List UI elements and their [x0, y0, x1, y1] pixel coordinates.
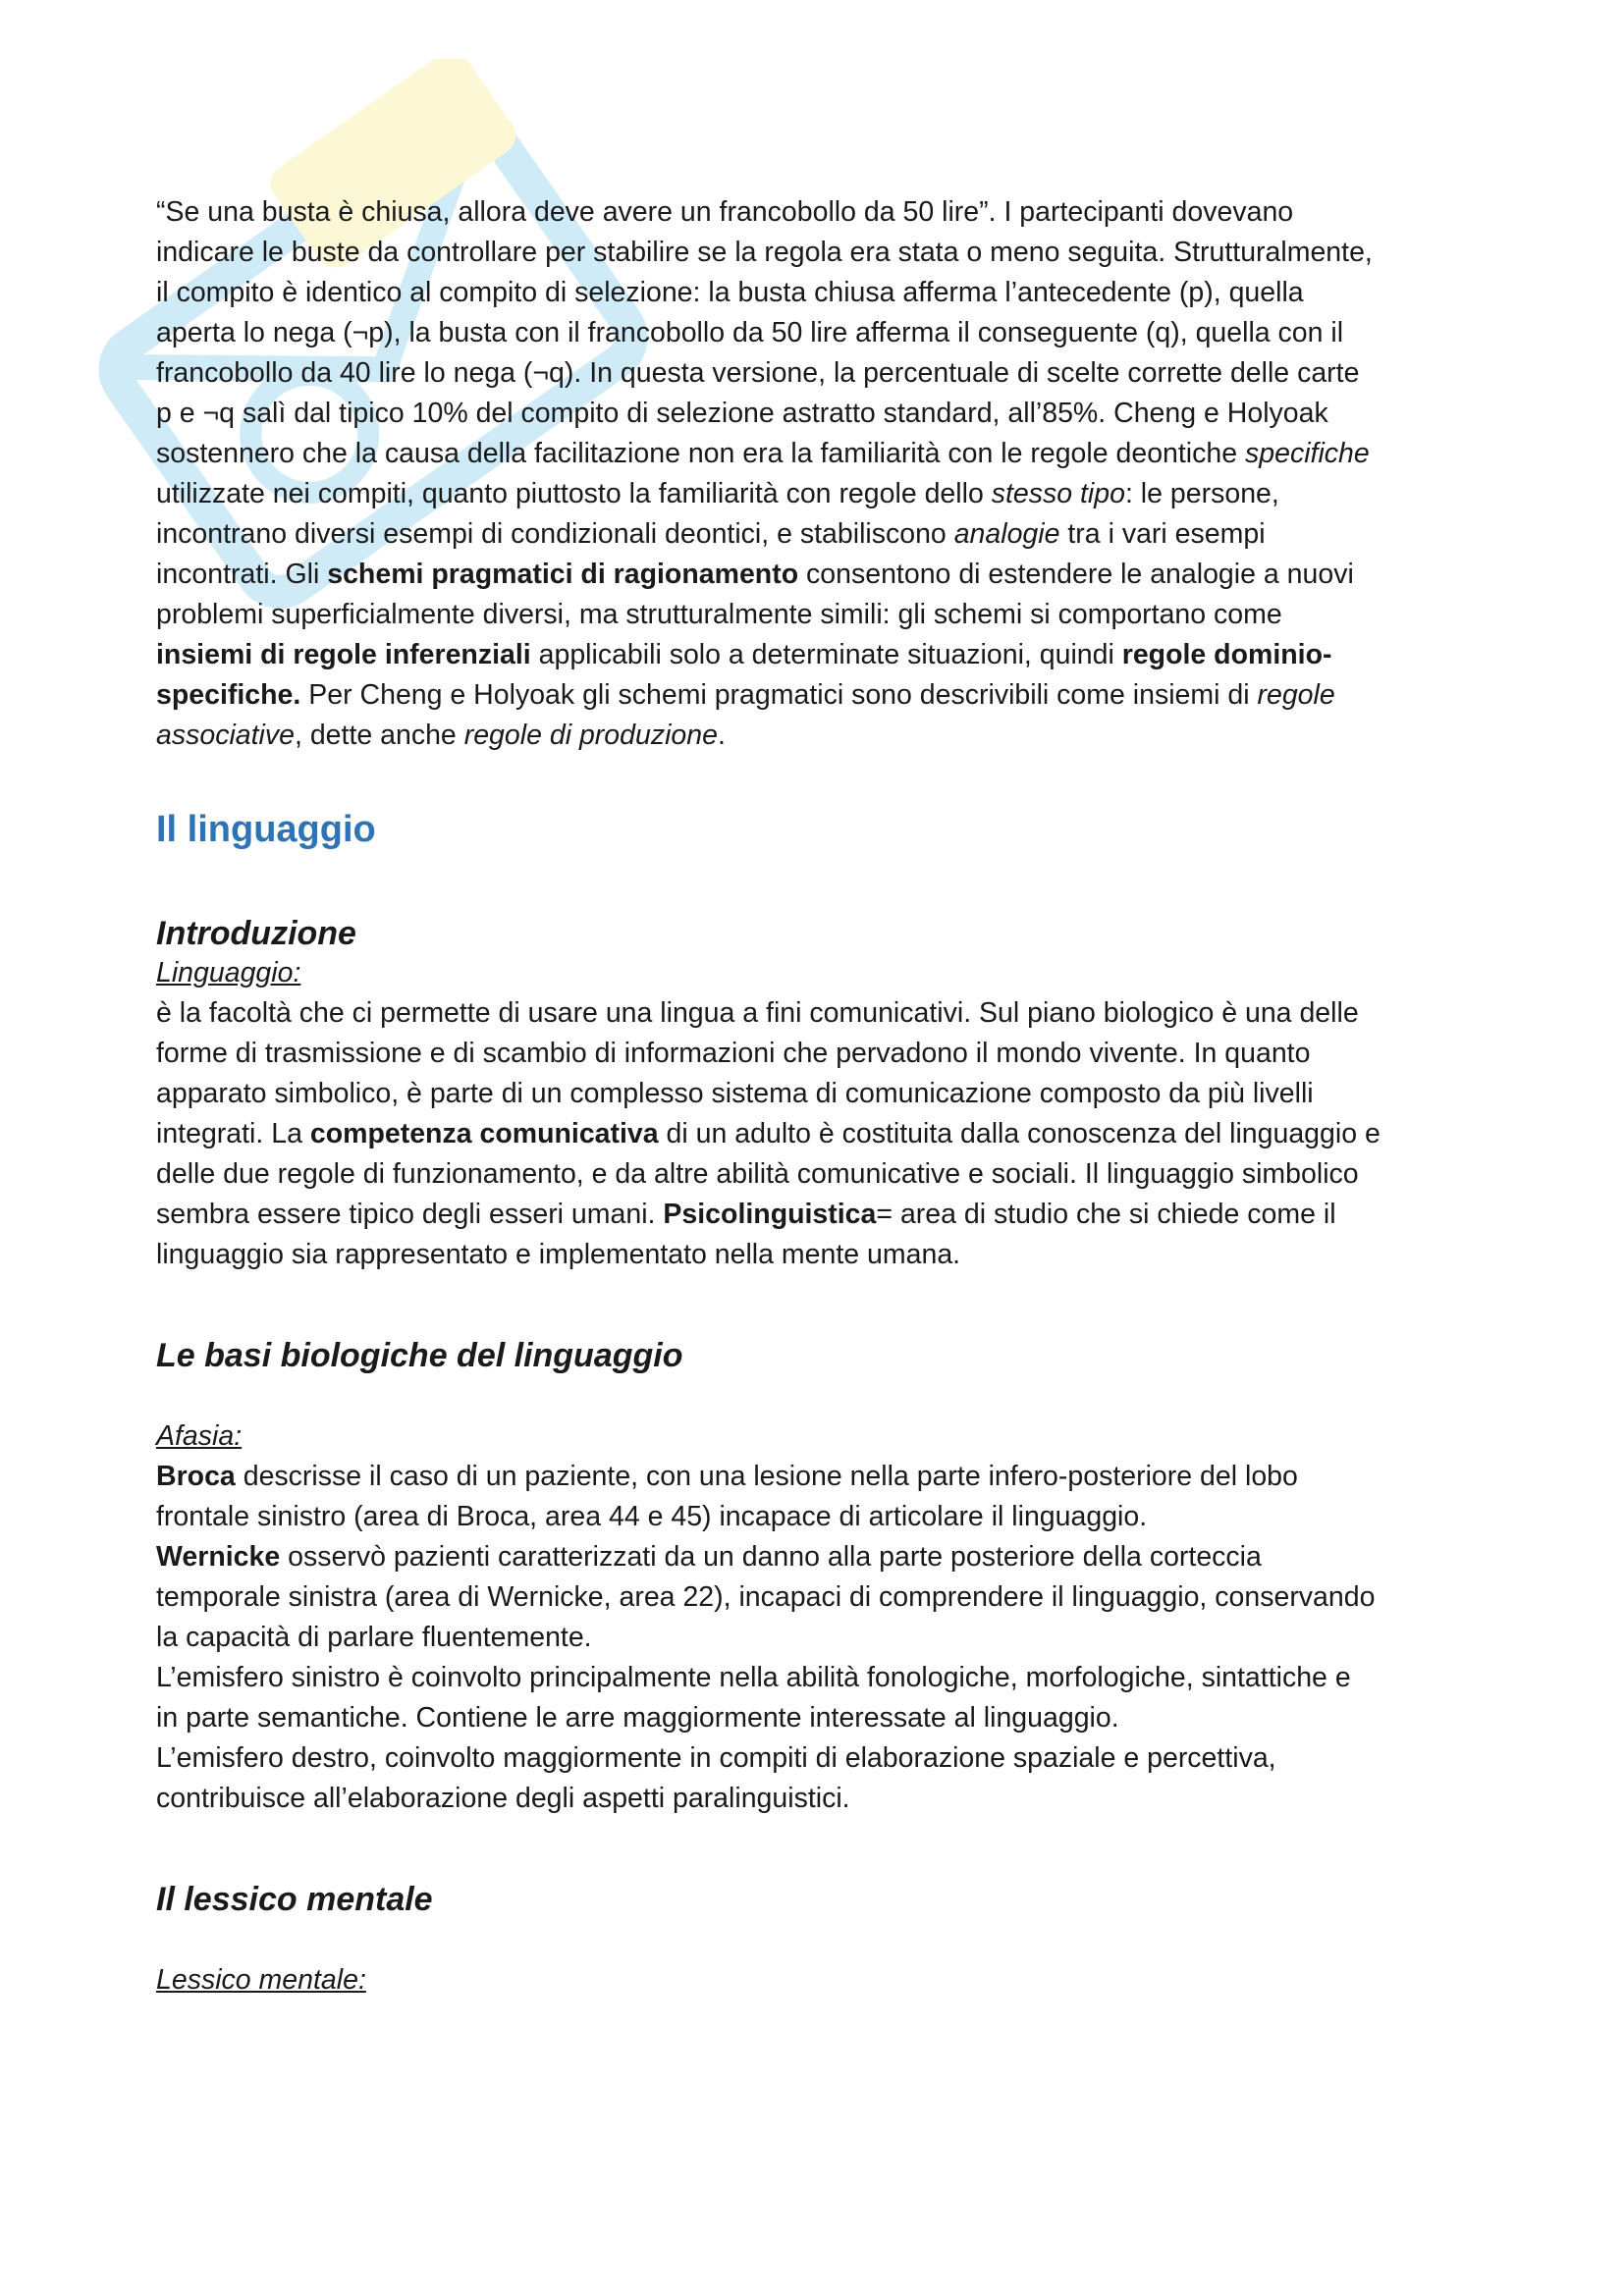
text-line: è la facoltà che ci permette di usare una lingua a fini comunicativi. Sul piano biologico è una delle	[156, 997, 1359, 1029]
paragraph-selection-task	[156, 192, 1477, 756]
text-line: L’emisfero sinistro è coinvolto principalmente nella abilità fonologiche, morfologiche, sintattiche e	[156, 1662, 1351, 1693]
text-line: il compito è identico al compito di selezione: la busta chiusa afferma l’antecedente (p), quella	[156, 277, 1304, 308]
text-line: aperta lo nega (¬p), la busta con il francobollo da 50 lire afferma il conseguente (q), quella con il	[156, 317, 1344, 348]
text-line: temporale sinistra (area di Wernicke, area 22), incapaci di comprendere il linguaggio, conservando	[156, 1581, 1376, 1613]
subheading-afasia: Afasia:	[156, 1420, 243, 1452]
text-line: incontrano diversi esempi di condizionali deontici, e stabiliscono analogie tra i vari esempi	[156, 518, 1266, 550]
text-line: specifiche. Per Cheng e Holyoak gli schemi pragmatici sono descrivibili come insiemi di regole	[156, 679, 1335, 711]
text-line: frontale sinistro (area di Broca, area 44 e 45) incapace di articolare il linguaggio.	[156, 1501, 1148, 1532]
subheading-lessico-mentale: Lessico mentale:	[156, 1964, 366, 1996]
heading-linguaggio: Il linguaggio	[156, 809, 376, 850]
text-line: linguaggio sia rappresentato e implementato nella mente umana.	[156, 1239, 961, 1270]
text-line: contribuisce all’elaborazione degli aspetti paralinguistici.	[156, 1783, 850, 1814]
text-line: insiemi di regole inferenziali applicabili solo a determinate situazioni, quindi regole dominio-	[156, 639, 1332, 670]
heading-basi-biologiche: Le basi biologiche del linguaggio	[156, 1337, 683, 1374]
text-line: in parte semantiche. Contiene le arre maggiormente interessate al linguaggio.	[156, 1702, 1119, 1734]
text-line: sostennero che la causa della facilitazione non era la familiarità con le regole deontiche specifiche	[156, 438, 1370, 469]
heading-lessico-mentale: Il lessico mentale	[156, 1881, 433, 1918]
text-line: p e ¬q salì dal tipico 10% del compito di selezione astratto standard, all’85%. Cheng e Holyoak	[156, 398, 1328, 429]
text-line: associative, dette anche regole di produzione.	[156, 720, 726, 751]
text-line: la capacità di parlare fluentemente.	[156, 1622, 592, 1653]
text-line: Wernicke osservò pazienti caratterizzati da un danno alla parte posteriore della corteccia	[156, 1541, 1262, 1573]
text-line: utilizzate nei compiti, quanto piuttosto la familiarità con regole dello stesso tipo: le persone,	[156, 478, 1279, 509]
text-line: sembra essere tipico degli esseri umani. Psicolinguistica= area di studio che si chiede come il	[156, 1199, 1336, 1230]
text-line: “Se una busta è chiusa, allora deve avere un francobollo da 50 lire”. I partecipanti dovevano	[156, 196, 1294, 228]
text-line: forme di trasmissione e di scambio di informazioni che pervadono il mondo vivente. In quanto	[156, 1038, 1311, 1069]
text-line: indicare le buste da controllare per stabilire se la regola era stata o meno seguita. Strutturalmente,	[156, 237, 1373, 268]
text-line: francobollo da 40 lire lo nega (¬q). In questa versione, la percentuale di scelte corrette delle carte	[156, 357, 1360, 389]
heading-introduzione: Introduzione	[156, 915, 356, 952]
text-line: apparato simbolico, è parte di un complesso sistema di comunicazione composto da più livelli	[156, 1078, 1314, 1109]
paragraph-linguaggio	[156, 993, 1477, 1275]
text-line: delle due regole di funzionamento, e da altre abilità comunicative e sociali. Il linguaggio simbolico	[156, 1158, 1359, 1190]
subheading-linguaggio: Linguaggio:	[156, 957, 301, 988]
text-line: incontrati. Gli schemi pragmatici di ragionamento consentono di estendere le analogie a nuovi	[156, 559, 1354, 590]
text-line: Broca descrisse il caso di un paziente, con una lesione nella parte infero-posteriore del lobo	[156, 1461, 1298, 1492]
text-line: integrati. La competenza comunicativa di un adulto è costituita dalla conoscenza del linguaggio e	[156, 1118, 1380, 1149]
text-line: L’emisfero destro, coinvolto maggiormente in compiti di elaborazione spaziale e percettiva,	[156, 1742, 1276, 1774]
document-page	[156, 192, 1477, 2001]
paragraph-afasia	[156, 1457, 1477, 1819]
text-line: problemi superficialmente diversi, ma strutturalmente simili: gli schemi si comportano come	[156, 599, 1282, 630]
